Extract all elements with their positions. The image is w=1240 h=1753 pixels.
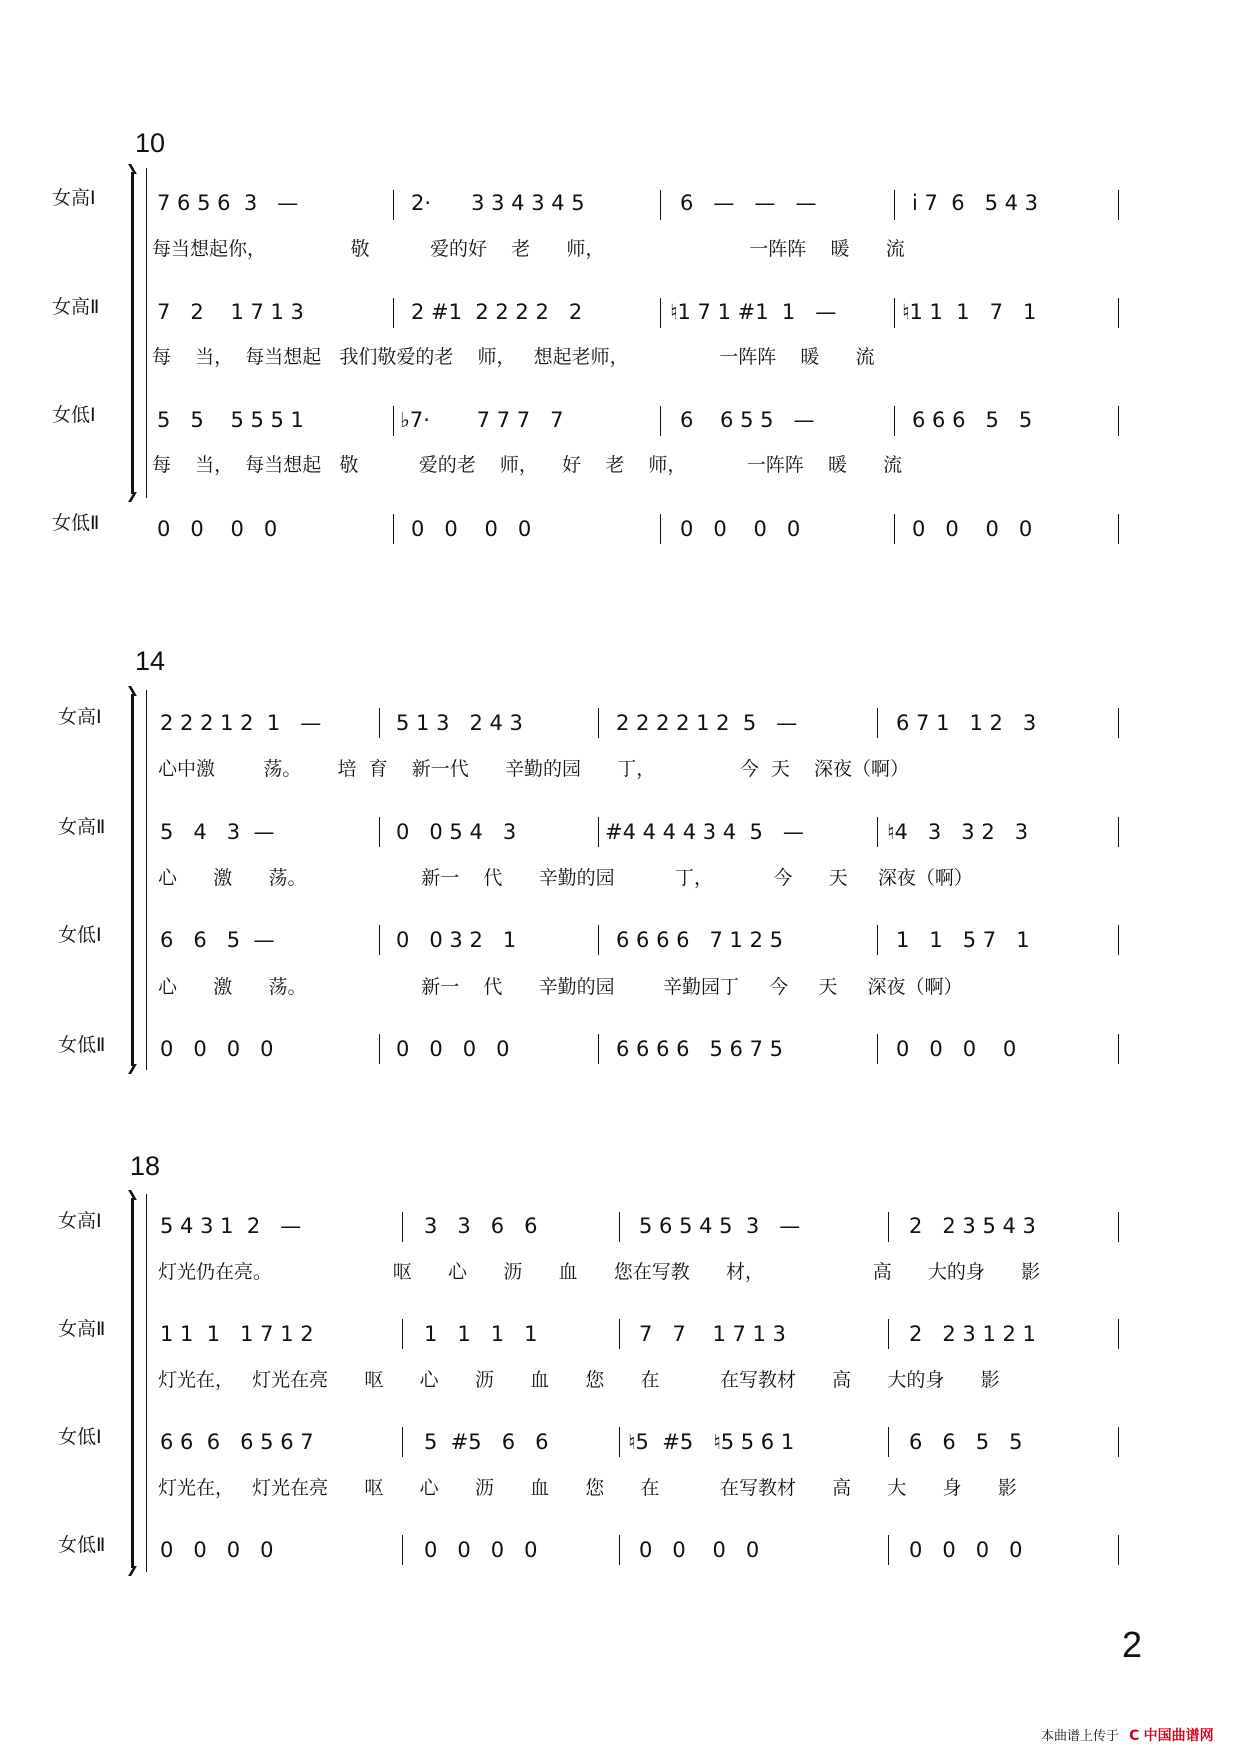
part-label-soprano-1: 女高Ⅰ <box>58 706 102 728</box>
barline <box>888 1535 889 1565</box>
barline <box>1118 514 1119 544</box>
note-measure: 5 #5 6 6 <box>424 1430 549 1454</box>
barline <box>619 1535 620 1565</box>
barline <box>894 190 895 220</box>
barline <box>1118 1034 1119 1064</box>
note-measure: ♭7· 7 7 7 7 <box>400 408 564 432</box>
note-measure: 6 6 6 5 5 <box>912 408 1033 432</box>
note-measure: ♮1 7 1 #1 1 — <box>670 300 837 324</box>
note-measure: 0 0 3 2 1 <box>396 928 517 952</box>
barline <box>393 406 394 436</box>
note-measure: 5 1 3 2 4 3 <box>396 711 523 735</box>
note-measure: 1 1 1 1 <box>424 1322 538 1346</box>
part-label-soprano-1: 女高Ⅰ <box>52 187 96 209</box>
note-measure: 2 #1 2 2 2 2 2 <box>411 300 583 324</box>
note-measure: 0 0 0 0 <box>396 1037 510 1061</box>
note-measure: 7 6 5 6 3 — <box>157 191 299 215</box>
system-brace <box>131 1198 144 1568</box>
note-measure: 0 0 0 0 <box>160 1538 274 1562</box>
note-measure: i 7 6 5 4 3 <box>912 191 1039 215</box>
barline <box>1118 708 1119 738</box>
site-logo-icon: C <box>1129 1728 1140 1744</box>
barline <box>379 1034 380 1064</box>
note-measure: 6 6 5 5 — <box>680 408 815 432</box>
note-measure: 0 0 0 0 <box>680 517 801 541</box>
footer-credit <box>1041 1725 1214 1745</box>
note-measure: 5 4 3 1 2 — <box>160 1214 302 1238</box>
note-measure: 2 2 2 1 2 1 — <box>160 711 322 735</box>
barline <box>619 1212 620 1242</box>
barline <box>1118 298 1119 328</box>
system-start-line <box>146 168 147 498</box>
barline <box>1118 1535 1119 1565</box>
barline <box>379 925 380 955</box>
note-measure: 5 4 3 — <box>160 820 275 844</box>
barline <box>393 190 394 220</box>
note-measure: 0 0 0 0 <box>160 1037 274 1061</box>
note-measure: 0 0 0 0 <box>411 517 532 541</box>
barline <box>1118 817 1119 847</box>
barline <box>877 1034 878 1064</box>
note-measure: 5 5 5 5 5 1 <box>157 408 304 432</box>
lyrics-line: 心 激 荡。 新一 代 辛勤的园 丁， 今 天 深夜（啊） <box>158 867 973 889</box>
barline <box>877 817 878 847</box>
note-measure: 7 7 1 7 1 3 <box>639 1322 786 1346</box>
note-measure: 2 2 3 5 4 3 <box>909 1214 1036 1238</box>
note-measure: 2 2 2 2 1 2 5 — <box>616 711 798 735</box>
part-label-soprano-2: 女高Ⅱ <box>58 816 106 838</box>
barline <box>619 1427 620 1457</box>
barline <box>877 925 878 955</box>
barline <box>660 190 661 220</box>
system-measure-number: 18 <box>130 1151 161 1181</box>
barline <box>402 1535 403 1565</box>
barline <box>393 514 394 544</box>
note-measure: 0 0 0 0 <box>639 1538 760 1562</box>
lyrics-line: 灯光仍在亮。 呕 心 沥 血 您在写教 材， 高 大的身 影 <box>158 1261 1041 1283</box>
lyrics-line: 每当想起你， 敬 爱的好 老 师， 一阵阵 暖 流 <box>152 238 905 260</box>
note-measure: 2· 3 3 4 3 4 5 <box>411 191 585 215</box>
barline <box>598 817 599 847</box>
barline <box>1118 1427 1119 1457</box>
note-measure: 5 6 5 4 5 3 — <box>639 1214 801 1238</box>
lyrics-line: 每 当， 每当想起 我们敬爱的老 师， 想起老师， 一阵阵 暖 流 <box>152 346 875 368</box>
barline <box>402 1427 403 1457</box>
barline <box>619 1319 620 1349</box>
note-measure: 3 3 6 6 <box>424 1214 538 1238</box>
lyrics-line: 每 当， 每当想起 敬 爱的老 师， 好 老 师， 一阵阵 暖 流 <box>152 454 903 476</box>
footer-site-name: 中国曲谱网 <box>1143 1728 1214 1744</box>
part-label-alto-2: 女低Ⅱ <box>58 1534 106 1556</box>
barline <box>660 406 661 436</box>
barline <box>598 1034 599 1064</box>
note-measure: 0 0 0 0 <box>424 1538 538 1562</box>
system-measure-number: 14 <box>135 646 166 676</box>
barline <box>1118 1212 1119 1242</box>
part-label-alto-1: 女低Ⅰ <box>58 924 102 946</box>
barline <box>877 708 878 738</box>
barline <box>660 514 661 544</box>
lyrics-line: 灯光在， 灯光在亮 呕 心 沥 血 您 在 在写教材 高 大的身 影 <box>158 1369 1000 1391</box>
system-brace <box>131 694 144 1066</box>
part-label-alto-1: 女低Ⅰ <box>58 1426 102 1448</box>
note-measure: 7 2 1 7 1 3 <box>157 300 304 324</box>
barline <box>894 298 895 328</box>
note-measure: 6 6 6 6 5 6 7 5 <box>616 1037 783 1061</box>
barline <box>894 406 895 436</box>
part-label-soprano-1: 女高Ⅰ <box>58 1210 102 1232</box>
note-measure: ♮4 3 3 2 3 <box>887 820 1029 844</box>
barline <box>1118 190 1119 220</box>
barline <box>894 514 895 544</box>
barline <box>379 708 380 738</box>
barline <box>598 925 599 955</box>
note-measure: 0 0 0 0 <box>896 1037 1017 1061</box>
barline <box>402 1319 403 1349</box>
lyrics-line: 心中激 荡。 培 育 新一代 辛勤的园 丁， 今 天 深夜（啊） <box>158 758 910 780</box>
barline <box>402 1212 403 1242</box>
barline <box>888 1427 889 1457</box>
note-measure: ♮1 1 1 7 1 <box>902 300 1037 324</box>
footer-upload-text: 本曲谱上传于 <box>1041 1729 1120 1744</box>
note-measure: 6 6 6 6 7 1 2 5 <box>616 928 783 952</box>
note-measure: 0 0 5 4 3 <box>396 820 517 844</box>
barline <box>1118 925 1119 955</box>
note-measure: 0 0 0 0 <box>912 517 1033 541</box>
note-measure: 6 6 6 6 5 6 7 <box>160 1430 314 1454</box>
system-start-line <box>146 1194 147 1572</box>
barline <box>888 1212 889 1242</box>
note-measure: 1 1 1 1 7 1 2 <box>160 1322 314 1346</box>
part-label-alto-1: 女低Ⅰ <box>52 404 96 426</box>
barline <box>598 708 599 738</box>
note-measure: #4 4 4 4 3 4 5 — <box>605 820 804 844</box>
part-label-soprano-2: 女高Ⅱ <box>58 1318 106 1340</box>
note-measure: 2 2 3 1 2 1 <box>909 1322 1036 1346</box>
lyrics-line: 灯光在， 灯光在亮 呕 心 沥 血 您 在 在写教材 高 大 身 影 <box>158 1477 1017 1499</box>
barline <box>888 1319 889 1349</box>
barline <box>660 298 661 328</box>
note-measure: 0 0 0 0 <box>157 517 278 541</box>
page-number: 2 <box>1122 1624 1143 1665</box>
system-measure-number: 10 <box>135 128 166 158</box>
system-brace <box>131 172 144 494</box>
note-measure: 6 — — — <box>680 191 817 215</box>
part-label-alto-2: 女低Ⅱ <box>52 512 100 534</box>
system-start-line <box>146 690 147 1070</box>
barline <box>1118 406 1119 436</box>
note-measure: 6 7 1 1 2 3 <box>896 711 1037 735</box>
note-measure: 6 6 5 — <box>160 928 275 952</box>
note-measure: 1 1 5 7 1 <box>896 928 1030 952</box>
part-label-soprano-2: 女高Ⅱ <box>52 296 100 318</box>
part-label-alto-2: 女低Ⅱ <box>58 1034 106 1056</box>
note-measure: 6 6 5 5 <box>909 1430 1023 1454</box>
barline <box>1118 1319 1119 1349</box>
lyrics-line: 心 激 荡。 新一 代 辛勤的园 辛勤园丁 今 天 深夜（啊） <box>158 976 963 998</box>
note-measure: ♮5 #5 ♮5 5 6 1 <box>628 1430 795 1454</box>
barline <box>393 298 394 328</box>
barline <box>379 817 380 847</box>
note-measure: 0 0 0 0 <box>909 1538 1023 1562</box>
